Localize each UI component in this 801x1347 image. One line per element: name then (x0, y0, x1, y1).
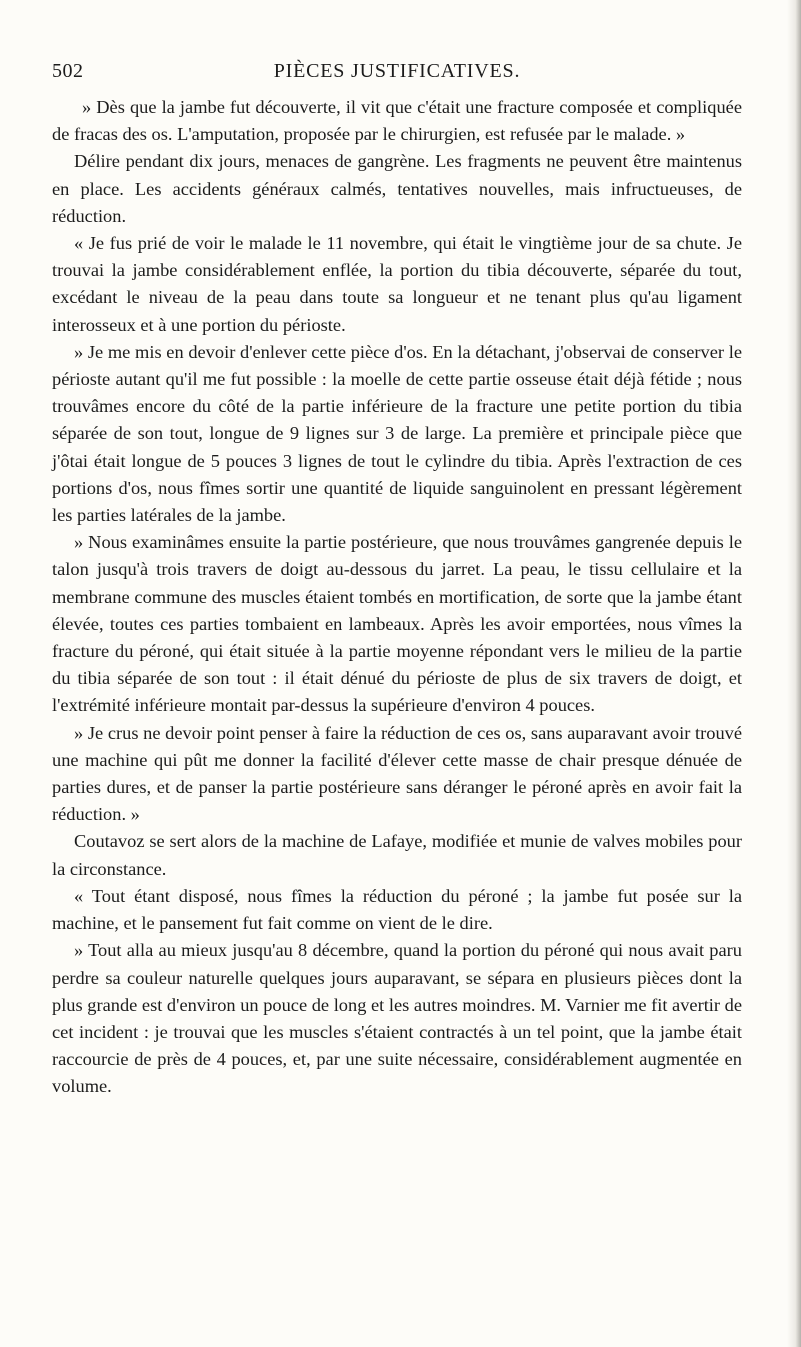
paragraph: » Je me mis en devoir d'enlever cette pièce d'os. En la détachant, j'observai de conserver le périoste autant qu'il me fut possible : la moelle de cette partie osseuse était déjà fétide ; nous trouvâmes encore du côté de la partie inférieure de la fracture une petite portion du tibia séparée de son tout, longue de 9 lignes sur 3 de large. La première et principale pièce que j'ôtai était longue de 5 pouces 3 lignes de tout le cylindre du tibia. Après l'extraction de ces portions d'os, nous fîmes sortir une quantité de liquide sanguinolent en pressant légèrement les parties latérales de la jambe. (52, 341, 742, 526)
paragraph: « Je fus prié de voir le malade le 11 novembre, qui était le vingtième jour de sa chute. Je trouvai la jambe considérablement enflée, la portion du tibia découverte, séparée du tout, excédant le niveau de la peau dans toute sa longueur et ne tenant plus qu'au ligament interosseux et à une portion du périoste. (52, 233, 742, 335)
paragraph: » Je crus ne devoir point penser à faire la réduction de ces os, sans auparavant avoir trouvé une machine qui pût me donner la facilité d'élever cette masse de chair presque dénuée de parties dures, et de panser la partie postérieure sans déranger le péroné après en avoir fait la réduction. » (52, 722, 742, 825)
page-number: 502 (52, 60, 84, 82)
paragraph: » Dès que la jambe fut découverte, il vit que c'était une fracture composée et compliquée de fracas des os. L'amputation, proposée par le chirurgien, est refusée par le malade. » (52, 97, 742, 145)
paragraph: Délire pendant dix jours, menaces de gangrène. Les fragments ne peuvent être maintenus en place. Les accidents généraux calmés, tentatives nouvelles, mais infructueuses, de réduction. (52, 151, 742, 226)
paragraph: Coutavoz se sert alors de la machine de Lafaye, modifiée et munie de valves mobiles pour la circonstance. (52, 831, 742, 879)
body-text (52, 94, 742, 1101)
paragraph: » Nous examinâmes ensuite la partie postérieure, que nous trouvâmes gangrenée depuis le talon jusqu'à trois travers de doigt au-dessous du jarret. La peau, le tissu cellulaire et la membrane commune des muscles étaient tombés en mortification, de sorte que la jambe étant élevée, toutes ces parties tombaient en lambeaux. Après les avoir emportées, nous vîmes la fracture du péroné, qui était située à la partie moyenne répondant vers le milieu de la partie du tibia séparée de son tout : il était dénué du périoste de plus de six travers de doigt, et l'extrémité inférieure montait par-dessus la supérieure d'environ 4 pouces. (52, 532, 742, 716)
paragraph: » Tout alla au mieux jusqu'au 8 décembre, quand la portion du péroné qui nous avait paru perdre sa couleur naturelle quelques jours auparavant, se sépara en plusieurs pièces dont la plus grande est d'environ un pouce de long et les autres moindres. M. Varnier me fit avertir de cet incident : je trouvai que les muscles s'étaient contractés à un tel point, que la jambe était raccourcie de près de 4 pouces, et, par une suite nécessaire, considérablement augmentée en volume. (52, 940, 742, 1097)
running-title: PIÈCES JUSTIFICATIVES. (273, 60, 521, 82)
page-edge-shadow (787, 0, 801, 1347)
page-header (52, 48, 742, 88)
paragraph: « Tout étant disposé, nous fîmes la réduction du péroné ; la jambe fut posée sur la machine, et le pansement fut fait comme on vient de le dire. (52, 885, 742, 934)
